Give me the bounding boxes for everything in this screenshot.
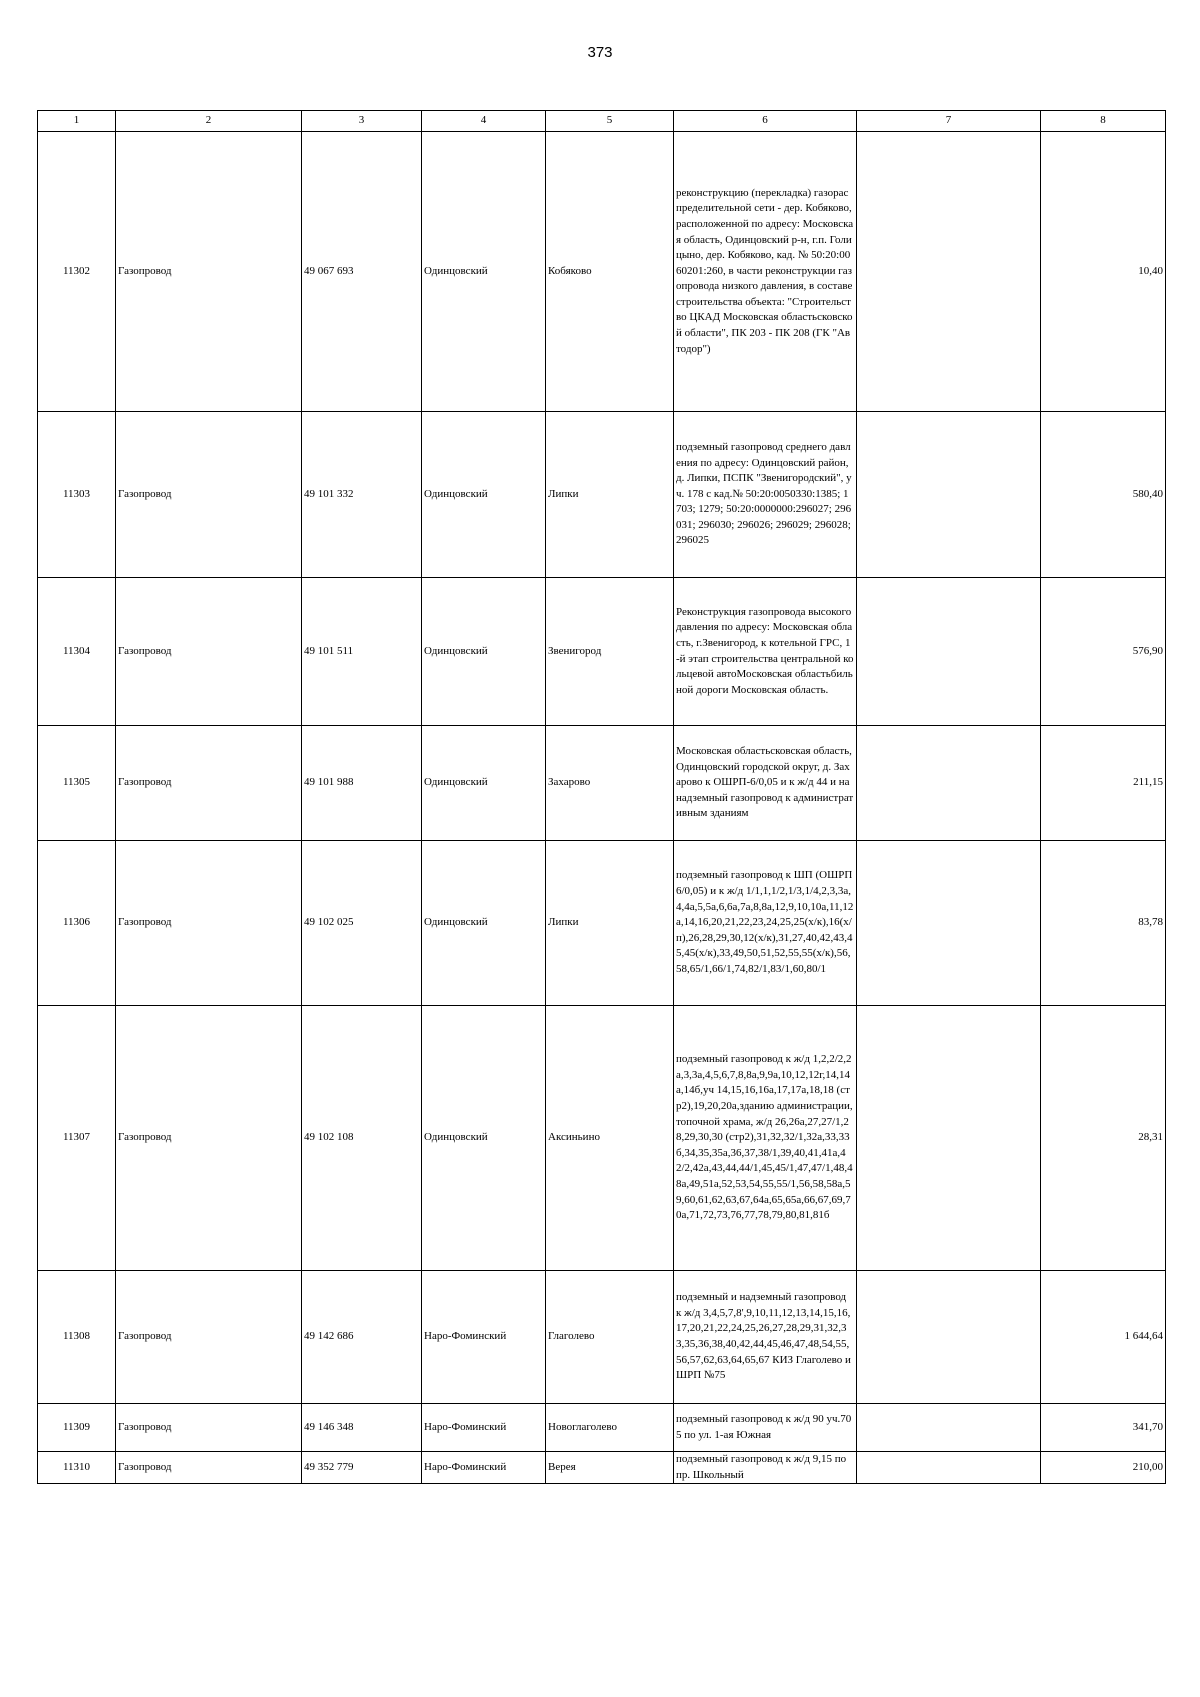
length-value: 1 644,64: [1041, 1271, 1166, 1404]
table-row: [38, 841, 1166, 1006]
district-name: Одинцовский: [422, 578, 546, 726]
object-type: Газопровод: [116, 132, 302, 412]
length-value: 576,90: [1041, 578, 1166, 726]
district-name: Одинцовский: [422, 726, 546, 841]
object-description: подземный газопровод к ж/д 90 уч.705 по ул. 1-ая Южная: [674, 1404, 857, 1452]
object-description: подземный и надземный газопровод к ж/д 3,4,5,7,8',9,10,11,12,13,14,15,16,17,20,21,22,24,25,26,27,28,29,31,32,33,35,36,38,40,42,44,45,46,47,48,54,55,56,57,62,63,64,65,67 КИЗ Глаголево и ШРП №75: [674, 1271, 857, 1404]
column-header: 7: [857, 111, 1041, 132]
object-description: Реконструкция газопровода высокого давления по адресу: Московская область, г.Звенигород, к котельной ГРС, 1-й этап строительства центральной кольцевой автоМосковская областьбильной дороги Московская область.: [674, 578, 857, 726]
object-type: Газопровод: [116, 1006, 302, 1271]
column-header: 3: [302, 111, 422, 132]
record-number: 11308: [38, 1271, 116, 1404]
column-header: 5: [546, 111, 674, 132]
object-description: подземный газопровод к ШП (ОШРП 6/0,05) и к ж/д 1/1,1,1/2,1/3,1/4,2,3,3а,4,4а,5,5а,6,6а,7а,8,8а,12,9,10,10а,11,12а,14,16,20,21,22,23,24,25,25(х/к),16(х/п),26,28,29,30,12(х/к),31,27,40,42,43,45,45(х/к),33,49,50,51,52,55,55(х/к),56,58,65/1,66/1,74,82/1,83/1,60,80/1: [674, 841, 857, 1006]
locality-name: Аксиньино: [546, 1006, 674, 1271]
length-value: 211,15: [1041, 726, 1166, 841]
object-description: подземный газопровод к ж/д 1,2,2/2,2а,3,3а,4,5,6,7,8,8а,9,9а,10,12,12г,14,14а,14б,уч 14,15,16,16а,17,17а,18,18 (стр2),19,20,20а,зданию администрации, топочной храма, ж/д 26,26а,27,27/1,28,29,30,30 (стр2),31,32,32/1,32а,33,33б,34,35,35а,36,37,38/1,39,40,41,41а,42/2,42а,43,44,44/1,45,45/1,47,47/1,48,48а,49,51а,52,53,54,55,55/1,56,58,58а,59,60,61,62,63,67,64а,65,65а,66,67,69,70а,71,72,73,76,77,78,79,80,81,81б: [674, 1006, 857, 1271]
table-row: [38, 726, 1166, 841]
record-number: 11303: [38, 412, 116, 578]
table-row: [38, 412, 1166, 578]
column-header: 6: [674, 111, 857, 132]
record-number: 11304: [38, 578, 116, 726]
page-number: 373: [587, 44, 613, 61]
object-type: Газопровод: [116, 841, 302, 1006]
length-value: 341,70: [1041, 1404, 1166, 1452]
district-name: Наро-Фоминский: [422, 1452, 546, 1484]
object-type: Газопровод: [116, 1271, 302, 1404]
column-7-value: [857, 132, 1041, 412]
table-row: [38, 1404, 1166, 1452]
object-type: Газопровод: [116, 578, 302, 726]
record-number: 11309: [38, 1404, 116, 1452]
column-header: 2: [116, 111, 302, 132]
length-value: 580,40: [1041, 412, 1166, 578]
column-7-value: [857, 841, 1041, 1006]
column-7-value: [857, 578, 1041, 726]
district-name: Наро-Фоминский: [422, 1404, 546, 1452]
object-code: 49 146 348: [302, 1404, 422, 1452]
table-row: [38, 1452, 1166, 1484]
record-number: 11310: [38, 1452, 116, 1484]
table-row: [38, 132, 1166, 412]
table-row: [38, 578, 1166, 726]
locality-name: Верея: [546, 1452, 674, 1484]
district-name: Одинцовский: [422, 132, 546, 412]
object-code: 49 067 693: [302, 132, 422, 412]
object-description: реконструкцию (перекладка) газораспределительной сети - дер. Кобяково, расположенной по адресу: Московская область, Одинцовский р-н, г.п. Голицыно, дер. Кобяково, кад. № 50:20:0060201:260, в части реконструкции газопровода низкого давления, в составе строительства объекта: "Строительство ЦКАД Московская областьсковской области", ПК 203 - ПК 208 (ГК "Автодор"): [674, 132, 857, 412]
column-7-value: [857, 1452, 1041, 1484]
record-number: 11306: [38, 841, 116, 1006]
district-name: Одинцовский: [422, 412, 546, 578]
length-value: 28,31: [1041, 1006, 1166, 1271]
column-header: 1: [38, 111, 116, 132]
object-type: Газопровод: [116, 1452, 302, 1484]
column-7-value: [857, 1271, 1041, 1404]
object-code: 49 101 332: [302, 412, 422, 578]
locality-name: Новоглаголево: [546, 1404, 674, 1452]
table-row: [38, 1271, 1166, 1404]
column-7-value: [857, 1404, 1041, 1452]
locality-name: Звенигород: [546, 578, 674, 726]
locality-name: Захарово: [546, 726, 674, 841]
district-name: Одинцовский: [422, 1006, 546, 1271]
record-number: 11307: [38, 1006, 116, 1271]
object-code: 49 101 988: [302, 726, 422, 841]
column-header: 4: [422, 111, 546, 132]
object-description: подземный газопровод среднего давления по адресу: Одинцовский район, д. Липки, ПСПК "Звенигородский", уч. 178 с кад.№ 50:20:0050330:1385; 1703; 1279; 50:20:0000000:296027; 296031; 296030; 296026; 296029; 296028; 296025: [674, 412, 857, 578]
table-header-row: [38, 111, 1166, 132]
object-type: Газопровод: [116, 412, 302, 578]
object-code: 49 101 511: [302, 578, 422, 726]
record-number: 11302: [38, 132, 116, 412]
record-number: 11305: [38, 726, 116, 841]
column-7-value: [857, 726, 1041, 841]
length-value: 83,78: [1041, 841, 1166, 1006]
object-code: 49 142 686: [302, 1271, 422, 1404]
object-code: 49 102 025: [302, 841, 422, 1006]
district-name: Наро-Фоминский: [422, 1271, 546, 1404]
object-description: подземный газопровод к ж/д 9,15 по пр. Школьный: [674, 1452, 857, 1484]
registry-table: [37, 110, 1166, 1484]
district-name: Одинцовский: [422, 841, 546, 1006]
length-value: 210,00: [1041, 1452, 1166, 1484]
object-code: 49 102 108: [302, 1006, 422, 1271]
object-type: Газопровод: [116, 726, 302, 841]
locality-name: Глаголево: [546, 1271, 674, 1404]
length-value: 10,40: [1041, 132, 1166, 412]
table-row: [38, 1006, 1166, 1271]
column-7-value: [857, 412, 1041, 578]
column-7-value: [857, 1006, 1041, 1271]
locality-name: Кобяково: [546, 132, 674, 412]
object-type: Газопровод: [116, 1404, 302, 1452]
column-header: 8: [1041, 111, 1166, 132]
locality-name: Липки: [546, 412, 674, 578]
object-code: 49 352 779: [302, 1452, 422, 1484]
object-description: Московская областьсковская область, Одинцовский городской округ, д. Захарово к ОШРП-6/0,05 и к ж/д 44 и на надземный газопровод к административным зданиям: [674, 726, 857, 841]
locality-name: Липки: [546, 841, 674, 1006]
